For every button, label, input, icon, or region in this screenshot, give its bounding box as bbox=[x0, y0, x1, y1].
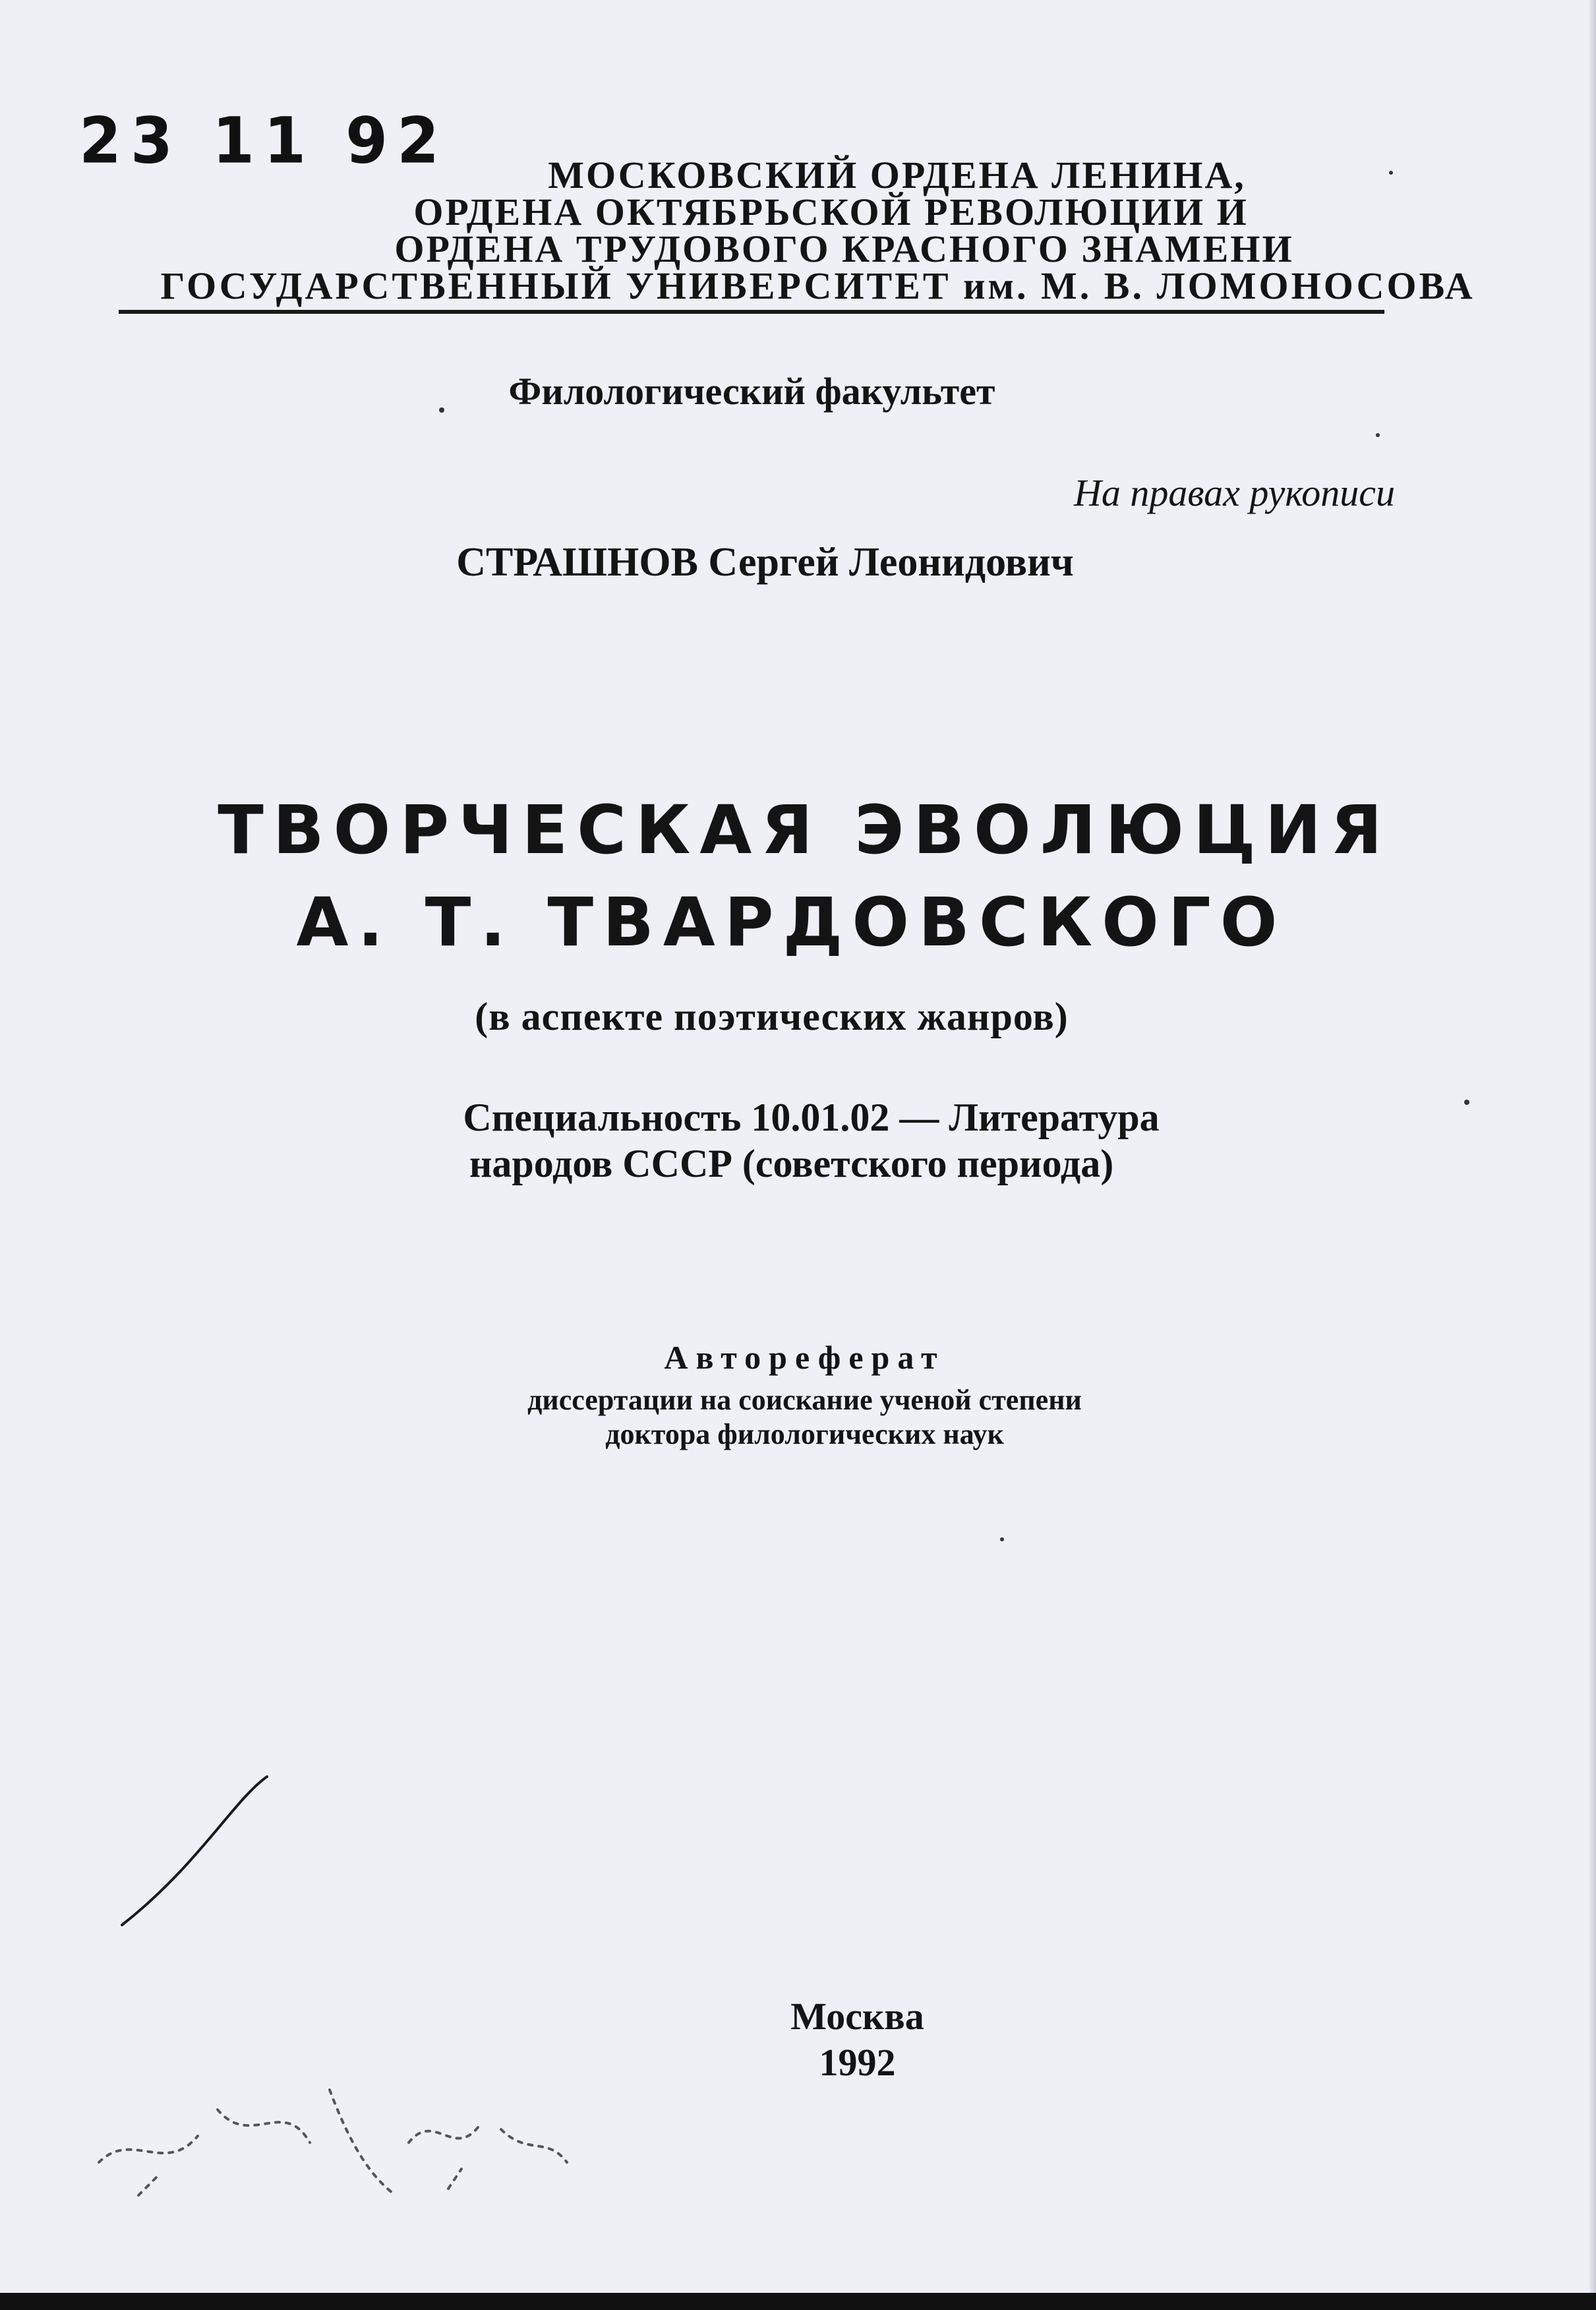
speck-mark bbox=[1000, 1537, 1004, 1541]
abstract-line-1: диссертации на соискание ученой степени bbox=[527, 1384, 1082, 1416]
author-name: СТРАШНОВ Сергей Леонидович bbox=[456, 540, 1074, 585]
specialty-line-1: Специальность 10.01.02 — Литература bbox=[463, 1096, 1160, 1139]
subtitle: (в аспекте поэтических жанров) bbox=[475, 995, 1069, 1038]
institution-line-2: ОРДЕНА ОКТЯБРЬСКОЙ РЕВОЛЮЦИИ И bbox=[413, 191, 1249, 233]
pen-stroke-mark bbox=[122, 1777, 267, 1925]
imprint-city: Москва bbox=[790, 1995, 924, 2038]
institution-line-1: МОСКОВСКИЙ ОРДЕНА ЛЕНИНА, bbox=[548, 154, 1246, 196]
date-stamp: 23 11 92 bbox=[79, 104, 449, 178]
manuscript-note: На правах рукописи bbox=[1073, 471, 1395, 514]
speck-mark bbox=[1464, 1100, 1469, 1105]
title-line-2: А. Т. ТВАРДОВСКОГО bbox=[296, 883, 1287, 962]
institution-line-3: ОРДЕНА ТРУДОВОГО КРАСНОГО ЗНАМЕНИ bbox=[394, 227, 1294, 270]
speck-mark bbox=[1376, 433, 1380, 437]
institution-line-4: ГОСУДАРСТВЕННЫЙ УНИВЕРСИТЕТ им. М. В. ЛОМОНОСОВА bbox=[160, 264, 1475, 307]
speck-mark bbox=[1389, 171, 1393, 175]
page-edge bbox=[1589, 0, 1596, 2293]
imprint-year: 1992 bbox=[819, 2041, 896, 2084]
abstract-line-2: доктора филологических наук bbox=[605, 1418, 1004, 1450]
faded-handwritten-mark bbox=[99, 2090, 567, 2195]
faculty-name: Филологический факультет bbox=[508, 370, 995, 413]
specialty-line-2: народов СССР (советского периода) bbox=[469, 1142, 1114, 1185]
speck-mark bbox=[439, 407, 444, 413]
title-line-1: ТВОРЧЕСКАЯ ЭВОЛЮЦИЯ bbox=[218, 791, 1392, 870]
abstract-heading: Автореферат bbox=[664, 1339, 945, 1376]
